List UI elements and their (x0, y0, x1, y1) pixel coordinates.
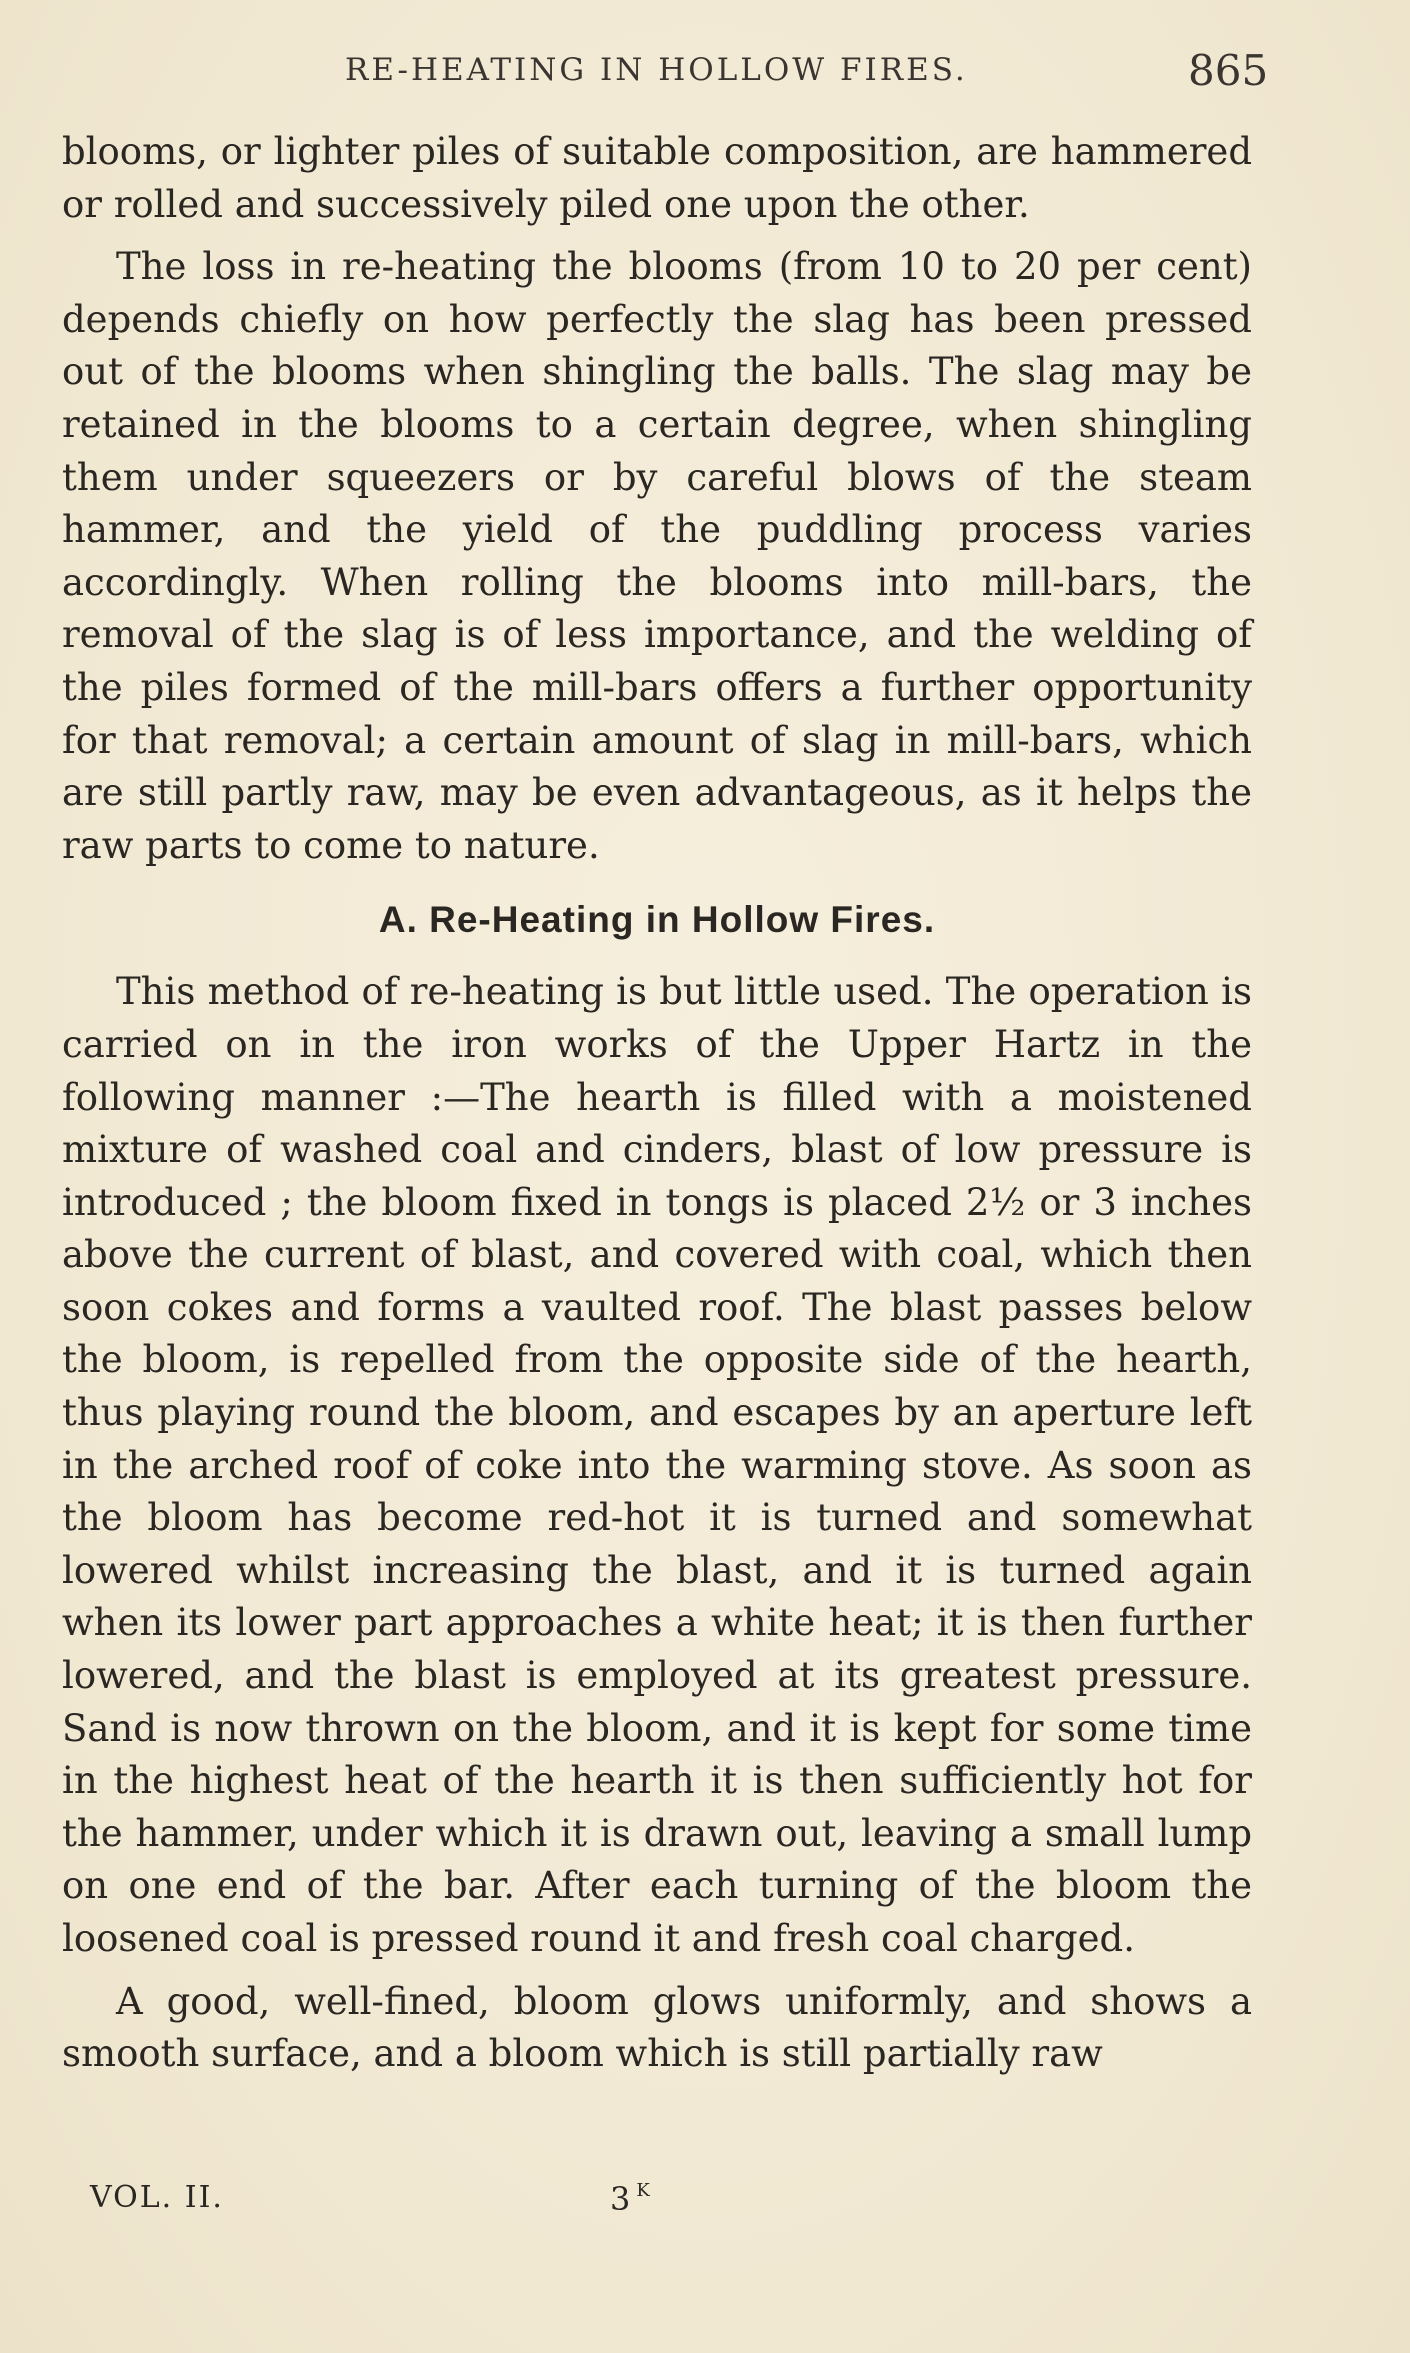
paragraph-loss-in-reheating: The loss in re-heating the blooms (from 10 to 20 per cent) depends chiefly on how perfectly the slag has been pressed out of the blooms when shingling the balls. The slag may be retained in the blooms to a certain degree, when shingling them under squeezers or by careful blows of the steam hammer, and the yield of the puddling process varies accordingly. When rolling the blooms into mill-bars, the removal of the slag is of less importance, and the welding of the piles formed of the mill-bars offers a further opportunity for that removal; a certain amount of slag in mill-bars, which are still partly raw, may be even advantageous, as it helps the raw parts to come to nature. (62, 245, 1252, 867)
signature-letter: K (636, 2180, 650, 2201)
running-head (0, 46, 1410, 102)
paragraph-continuation: blooms, or lighter piles of suitable composition, are hammered or rolled and successively piled one upon the other. (62, 130, 1252, 226)
volume-label: VOL. II. (90, 2180, 224, 2215)
section-heading: A. Re-Heating in Hollow Fires. (378, 899, 936, 941)
paragraph-hollow-fires-method: This method of re-heating is but little used. The operation is carried on in the iron works of the Upper Hartz in the following manner :—The hearth is filled with a moistened mixture of washed coal and cinders, blast of low pressure is introduced ; the bloom fixed in tongs is placed 2½ or 3 inches above the current of blast, and covered with coal, which then soon cokes and forms a vaulted roof. The blast passes below the bloom, is repelled from the opposite side of the hearth, thus playing round the bloom, and escapes by an aperture left in the arched roof of coke into the warming stove. As soon as the bloom has become red-hot it is turned and somewhat lowered whilst increasing the blast, and it is turned again when its lower part approaches a white heat; it is then further lowered, and the blast is employed at its greatest pressure. Sand is now thrown on the bloom, and it is kept for some time in the highest heat of the hearth it is then sufficiently hot for the hammer, under which it is drawn out, leaving a small lump on one end of the bar. After each turning of the bloom the loosened coal is pressed round it and fresh coal charged. (62, 970, 1252, 1960)
body-text (62, 126, 1252, 2081)
paragraph-good-bloom: A good, well-fined, bloom glows uniformly, and shows a smooth surface, and a bloom which is still partially raw (62, 1979, 1252, 2076)
signature-number: 3 (610, 2180, 631, 2218)
running-title: RE-HEATING IN HOLLOW FIRES. (345, 52, 968, 88)
page-number: 865 (1188, 46, 1269, 95)
signature-mark (610, 2180, 650, 2218)
footer-signature (90, 2180, 790, 2230)
